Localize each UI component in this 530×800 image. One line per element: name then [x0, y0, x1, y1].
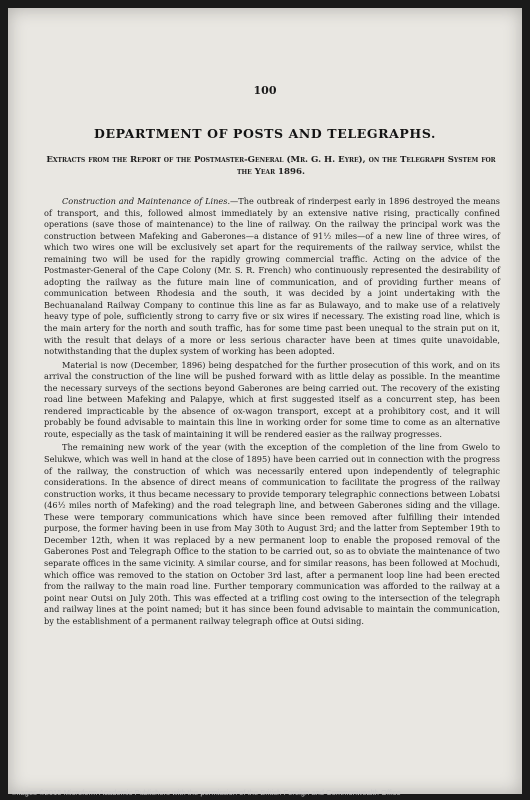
document-subtitle: Extracts from the Report of the Postmaster-General (Mr. G. H. Eyre), on the Telegraph System for the Year 1896.	[46, 155, 496, 177]
paragraph-text: —The outbreak of rinderpest early in 1896 destroyed the means of transport, and this, followed almost immediately by an extensive native rising, practically confined operations (save those of maintenance) to the line of railway. On the railway the principal work was the construction between Mafeking and Gaberones—a distance of 91½ miles—of a new line of three wires, of which two wires one will be exclusively set apart for the requirements of the railway service, whilst the remaining two will be used for the rapidly growing commercial traffic. Acting on the advice of the Postmaster-General of the Cape Colony (Mr. S. R. French) who continuously represented the desirability of adopting the railway as the future main line of communication, and of providing further means of communication between Rhodesia and the south, it was decided by a joint undertaking with the Bechuanaland Railway Company to continue this line as far as Bulawayo, and to make use of a relatively heavy type of pole, sufficiently strong to carry five or six wires if necessary. The existing road line, which is the main artery for the north and south traffic, has for some time past been unequal to the strain put on it, with the result that delays of a more or less serious character have been at times quite unavoidable, notwithstanding that the duplex system of working has been adopted.	[44, 196, 500, 357]
document-page	[8, 8, 522, 794]
page-number: 100	[253, 84, 277, 97]
paragraph-2	[44, 360, 500, 441]
paragraph-text: The remaining new work of the year (with the exception of the completion of the line from Gwelo to Selukwe, which was well in hand at the close of 1895) have been carried out in connection with the progress of the railway, the construction of which was necessarily entered upon independently of telegraphic considerations. In the absence of direct means of communication to facilitate the progress of the railway construction works, it thus became necessary to provide temporary telegraphic connections between Lobatsi (46½ miles north of Mafeking) and the road telegraph line, and between Gaberones siding and the village. These were temporary communications which have since been removed after fulfilling their intended purpose, the former having been in use from May 30th to August 3rd; and the latter from September 19th to December 12th, when it was replaced by a new permanent loop to enable the proposed removal of the Gaberones Post and Telegraph Office to the station to be carried out, so as to obviate the maintenance of two separate offices in the same vicinity. A similar course, and for similar reasons, has been followed at Mochudi, which office was removed to the station on October 3rd last, after a permanent loop line had been erected from the railway to the main road line. Further temporary communication was afforded to the railway at a point near Outsi on July 20th. This was effected at a trifling cost owing to the intersection of the telegraph and railway lines at the point named; but it has since been found advisable to maintain the communication, by the establishment of a permanent railway telegraph office at Outsi siding.	[44, 442, 500, 626]
paragraph-text: Material is now (December, 1896) being despatched for the further prosecution of this work, and on its arrival the construction of the line will be pushed forward with as little delay as possible. In the meantime the necessary surveys of the sections beyond Gaberones are being carried out. The recovery of the existing road line between Mafeking and Palapye, which at first suggested itself as a concurrent step, has been rendered impracticable by the absence of ox-wagon transport, except at a prohibitory cost, and it will probably be found advisable to maintain this line in working order for some time to come as an alternative route, especially as the task of maintaining it will be rendered easier as the railway progresses.	[44, 359, 500, 439]
document-body	[44, 196, 500, 629]
copyright-footer: Images ©2015 Microform Academic Publishers with the permission of the British Foreign and Commonwealth Office	[12, 788, 401, 797]
paragraph-1	[44, 196, 500, 358]
paragraph-lead: Construction and Maintenance of Lines.	[62, 196, 231, 206]
document-title: DEPARTMENT OF POSTS AND TELEGRAPHS.	[94, 126, 436, 141]
paragraph-3	[44, 442, 500, 627]
